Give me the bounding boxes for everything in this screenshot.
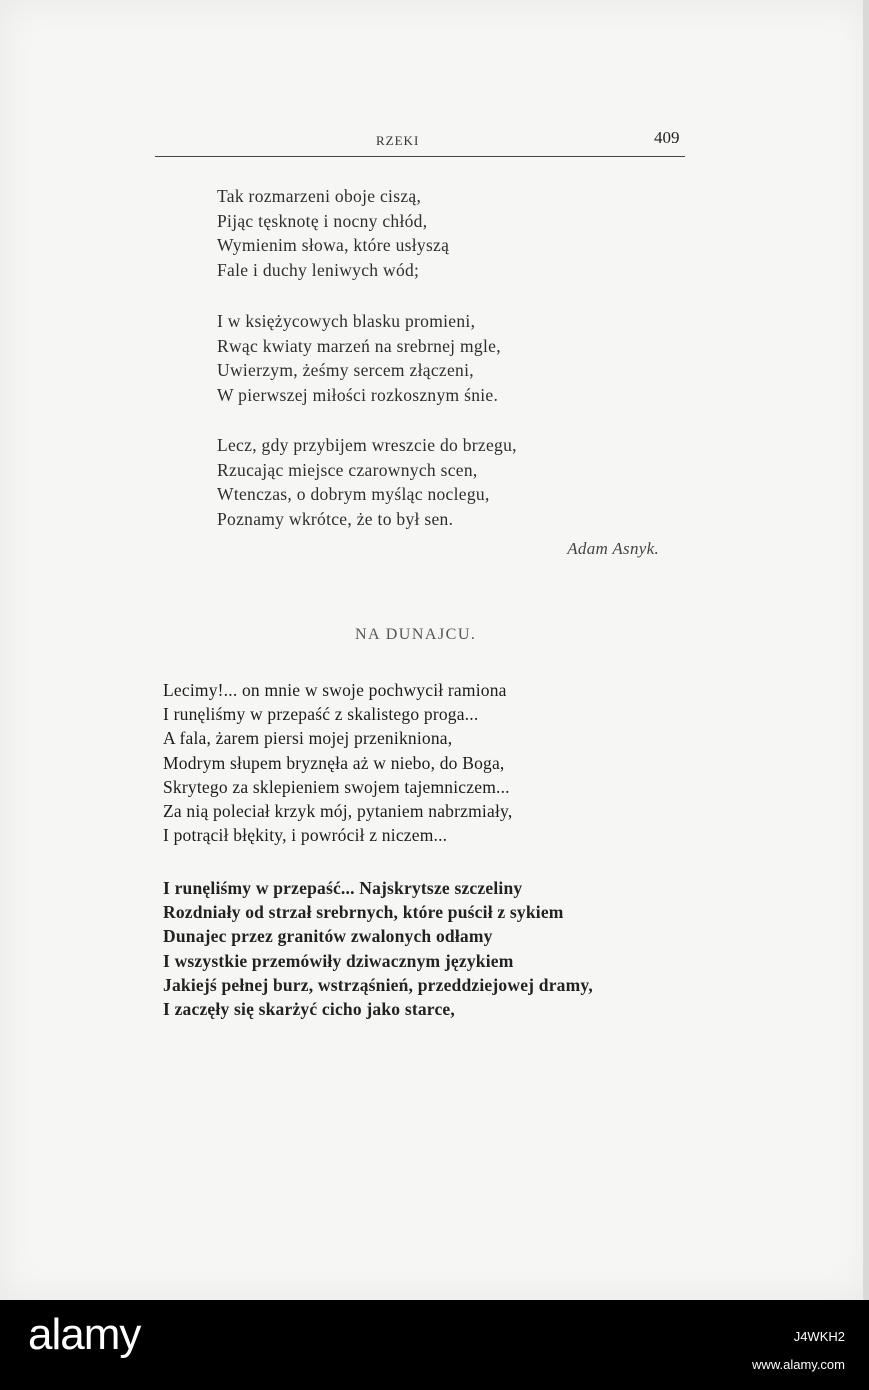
verse-line: I potrącił błękity, i powrócił z niczem... [163,825,448,846]
verse-line: Lecz, gdy przybijem wreszcie do brzegu, [217,435,517,455]
poem-2-stanza-2 [163,876,723,1021]
site-url: www.alamy.com [752,1357,845,1372]
verse-line: Dunajec przez granitów zwalonych odłamy [163,926,493,947]
poem-title: NA DUNAJCU. [355,626,477,643]
verse-line: I runęliśmy w przepaść z skalistego proga... [163,704,479,725]
verse-line: Tak rozmarzeni oboje ciszą, [217,186,422,206]
poem-2-stanza-1 [163,678,723,847]
verse-line: I runęliśmy w przepaść... Najskrytsze szczeliny [163,878,523,898]
verse-line: Uwierzym, żeśmy sercem złączeni, [217,360,474,381]
verse-line: Fale i duchy leniwych wód; [217,260,420,281]
poem-1-stanza-1 [217,184,697,283]
verse-line: Skrytego za sklepieniem swojem tajemniczem... [163,776,510,797]
verse-line: Lecimy!... on mnie w swoje pochwycił ramiona [163,680,507,700]
poem-author: Adam Asnyk. [567,539,659,558]
verse-line: I w księżycowych blasku promieni, [217,311,476,331]
verse-line: A fala, żarem piersi mojej przenikniona, [163,728,453,749]
verse-line: Modrym słupem bryznęła aż w niebo, do Boga, [163,752,505,773]
verse-line: Rozdniały od strzał srebrnych, które puścił z sykiem [163,902,564,923]
verse-line: I zaczęły się skarżyć cicho jako starce, [163,998,455,1019]
verse-line: Rzucając miejsce czarownych scen, [217,459,478,480]
verse-line: I wszystkie przemówiły dziwacznym językiem [163,950,514,971]
page-number: 409 [654,128,680,147]
verse-line: Za nią poleciał krzyk mój, pytaniem nabrzmiały, [163,800,513,821]
verse-line: Wymienim słowa, które usłyszą [217,235,450,256]
poem-1-stanza-3 [217,433,697,532]
image-credit [752,1323,845,1379]
verse-line: Wtenczas, o dobrym myśląc noclegu, [217,484,490,505]
verse-line: W pierwszej miłości rozkosznym śnie. [217,385,499,406]
header-rule [155,156,685,157]
alamy-logo: alamy [28,1310,141,1359]
image-id: J4WKH2 [793,1329,845,1344]
poem-1-stanza-2 [217,309,697,408]
verse-line: Rwąc kwiaty marzeń na srebrnej mgle, [217,335,501,356]
page-edge-shadow [863,0,869,1300]
verse-line: Jakiejś pełnej burz, wstrząśnień, przeddziejowej dramy, [163,974,593,995]
verse-line: Poznamy wkrótce, że to był sen. [217,509,454,530]
verse-line: Pijąc tęsknotę i nocny chłód, [217,210,428,231]
running-header: RZEKI [376,133,420,148]
